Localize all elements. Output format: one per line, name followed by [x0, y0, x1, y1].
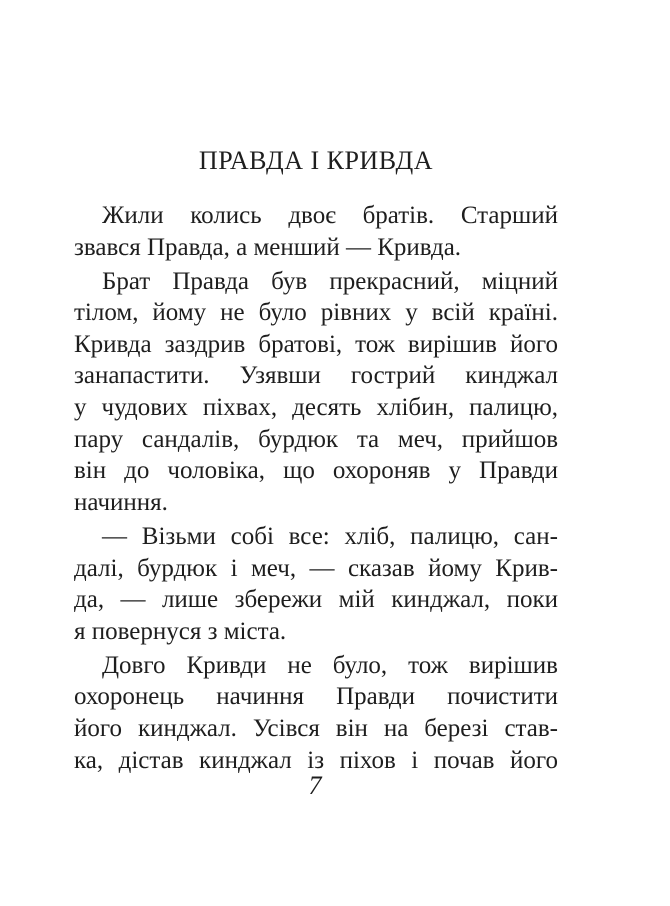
- chapter-title: ПРАВДА І КРИВДА: [198, 146, 434, 175]
- body-text: [74, 200, 558, 776]
- text-line: у чудових піхвах, десять хлібин, палицю,: [74, 394, 558, 422]
- text-line: тілом, йому не було рівних у всій країні.: [74, 299, 558, 327]
- text-line: Довго Кривди не було, тож вирішив: [102, 651, 558, 679]
- text-line: ка, дістав кинджал із піхов і почав його: [74, 746, 558, 774]
- text-line: охоронець начиння Правди почистити: [74, 683, 558, 711]
- text-line: Жили колись двоє братів. Старший: [102, 202, 558, 229]
- text-line: його кинджал. Усівся він на березі став-: [74, 715, 558, 742]
- text-line: да, — лише збережи мій кинджал, поки: [74, 586, 558, 614]
- page-number: 7: [308, 771, 322, 800]
- text-line: він до чоловіка, що охороняв у Правди: [74, 457, 558, 485]
- text-line: далі, бурдюк і меч, — сказав йому Крив-: [74, 554, 558, 582]
- text-line: занапастити. Узявши гострий кинджал: [74, 362, 558, 390]
- text-line: я повернуся з міста.: [74, 617, 287, 645]
- text-line: пару сандалів, бурдюк та меч, прийшов: [74, 425, 558, 453]
- text-line: начиння.: [74, 488, 168, 516]
- text-line: — Візьми собі все: хліб, палицю, сан-: [102, 522, 558, 550]
- text-line: звався Правда, а менший — Кривда.: [74, 233, 462, 261]
- text-line: Кривда заздрив братові, тож вирішив його: [74, 330, 558, 358]
- text-line: Брат Правда був прекрасний, міцний: [102, 267, 558, 295]
